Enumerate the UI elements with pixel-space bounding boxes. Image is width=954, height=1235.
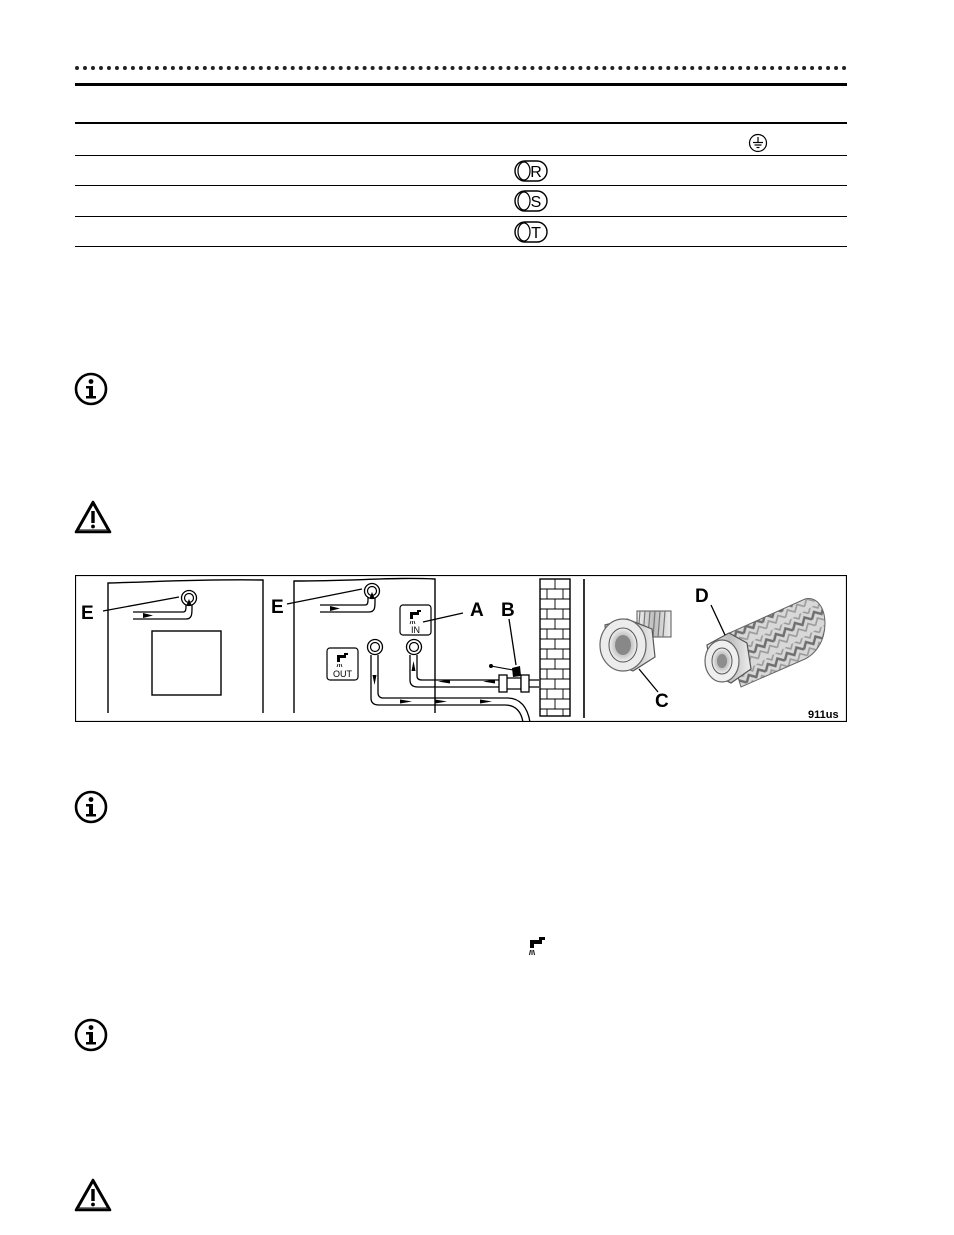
info-icon	[74, 372, 108, 406]
table-row-rule	[75, 185, 847, 186]
out-label: OUT	[333, 669, 352, 679]
phase-r-label: R	[530, 164, 542, 181]
phase-t-icon	[514, 221, 548, 248]
label-a: A	[470, 600, 484, 621]
label-e-right: E	[271, 597, 284, 618]
warning-icon	[74, 1178, 112, 1212]
table-bottom-rule	[75, 246, 847, 247]
phase-r-icon	[514, 160, 548, 187]
brick-wall	[540, 579, 570, 716]
label-e-left: E	[81, 603, 94, 624]
info-icon	[74, 790, 108, 824]
table-row-rule	[75, 155, 847, 156]
label-c: C	[655, 691, 669, 712]
water-connection-figure	[75, 575, 847, 722]
info-icon	[74, 1018, 108, 1052]
phase-t-label: T	[531, 225, 541, 242]
label-b: B	[501, 600, 515, 621]
header-rule	[75, 83, 847, 86]
table-row-rule	[75, 216, 847, 217]
warning-icon	[74, 500, 112, 534]
label-d: D	[695, 586, 709, 607]
phase-s-label: S	[530, 194, 542, 211]
ground-icon	[748, 133, 768, 153]
dotted-rule	[75, 66, 847, 70]
table-top-rule	[75, 122, 847, 124]
in-label: IN	[411, 625, 420, 635]
phase-s-icon	[514, 190, 548, 217]
water-tap-icon	[527, 935, 549, 957]
figure-code: 911us	[808, 709, 839, 721]
